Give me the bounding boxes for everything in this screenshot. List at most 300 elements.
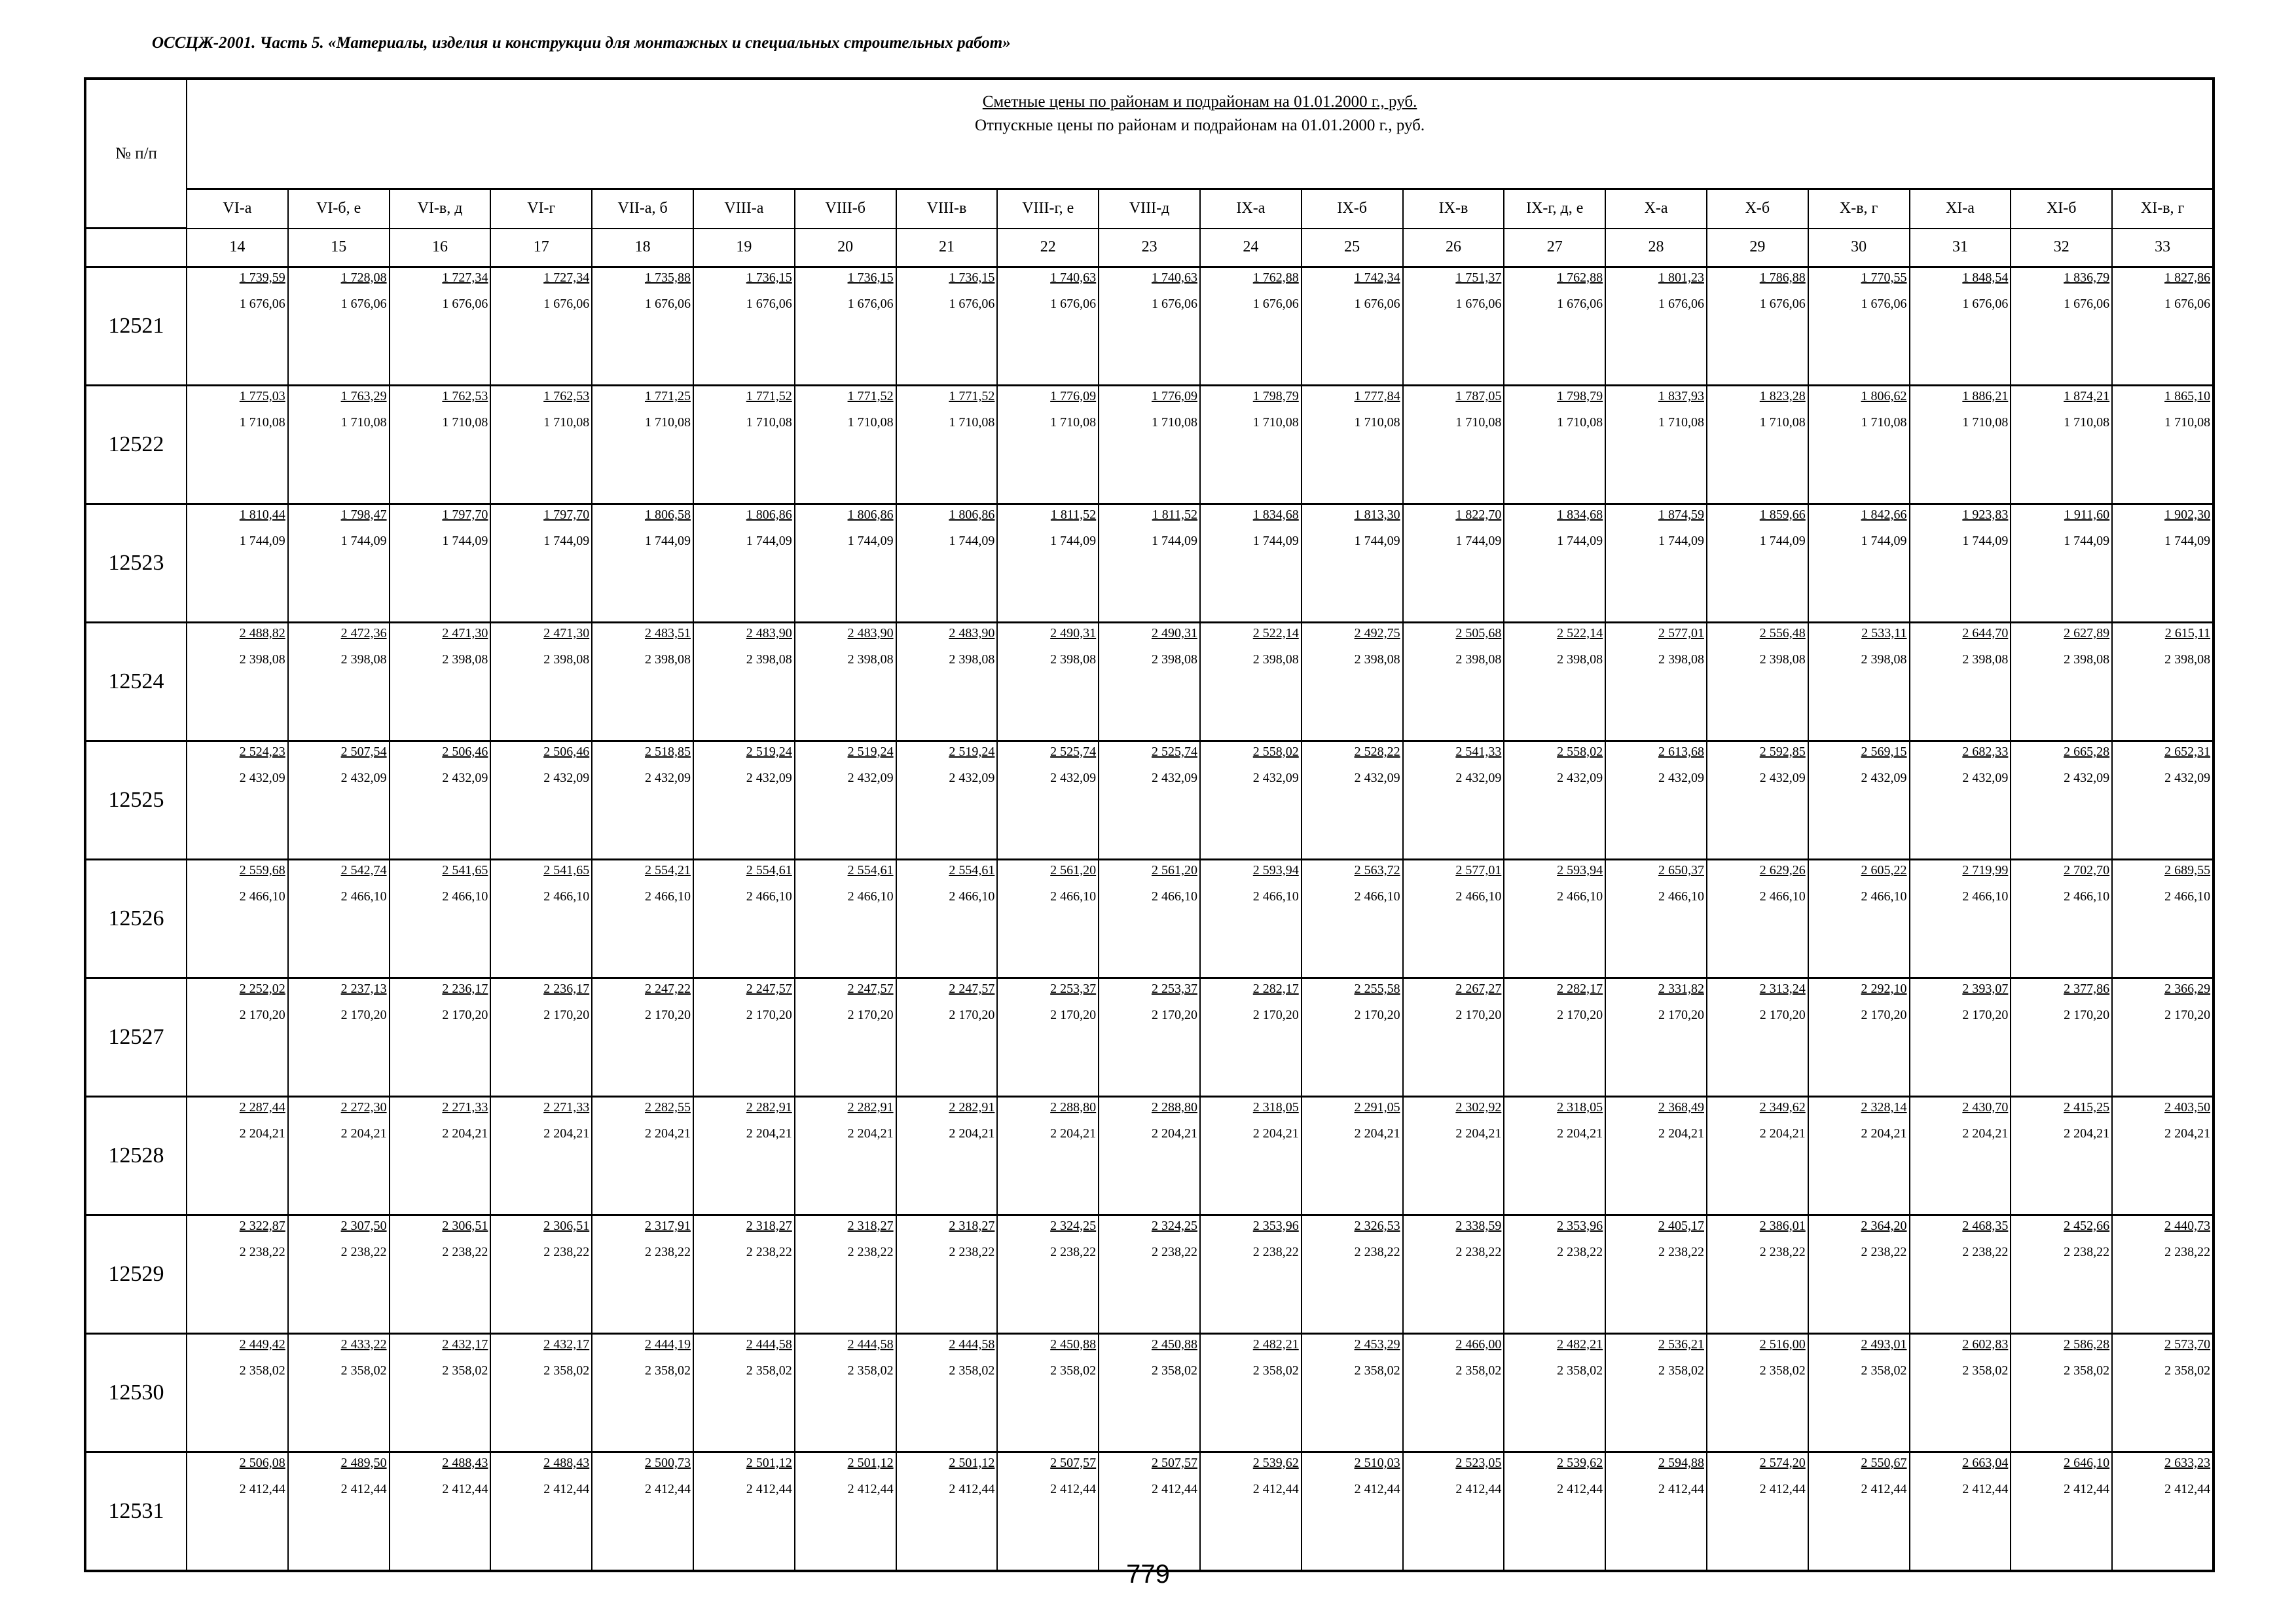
- price-cell: [693, 267, 795, 386]
- release-price: 1 744,09: [442, 534, 488, 548]
- release-price: 2 358,02: [1455, 1363, 1502, 1378]
- price-cell: [1605, 386, 1707, 504]
- price-cell: [1910, 267, 2011, 386]
- release-price: 1 710,08: [1557, 415, 1603, 430]
- price-cell: [795, 1334, 896, 1452]
- estimate-price: 1 806,86: [847, 507, 894, 522]
- release-price: 2 204,21: [1557, 1126, 1603, 1141]
- price-cell: [1707, 1452, 1808, 1571]
- release-price: 2 238,22: [949, 1245, 995, 1259]
- price-cell: [693, 978, 795, 1097]
- price-cell: [1707, 1334, 1808, 1452]
- district-header-row: [85, 189, 2214, 229]
- estimate-price: 1 865,10: [2164, 389, 2211, 403]
- estimate-price: 2 602,83: [1962, 1337, 2009, 1352]
- price-cell: [2011, 623, 2112, 741]
- estimate-price: 2 574,20: [1759, 1456, 1806, 1470]
- release-price: 1 710,08: [543, 415, 590, 430]
- release-price: 2 432,09: [1557, 771, 1603, 785]
- release-price: 2 238,22: [644, 1245, 691, 1259]
- estimate-price: 1 736,15: [847, 270, 894, 285]
- price-cell: [592, 978, 693, 1097]
- price-cell: [1808, 1215, 1910, 1334]
- district-header: VIII-а: [693, 189, 795, 229]
- price-cell: [1504, 1334, 1605, 1452]
- estimate-price: 2 291,05: [1354, 1100, 1400, 1115]
- price-cell: [1403, 1097, 1504, 1215]
- price-cell: [592, 1452, 693, 1571]
- price-cell: [896, 1097, 998, 1215]
- estimate-price: 2 516,00: [1759, 1337, 1806, 1352]
- price-cell: [1808, 1097, 1910, 1215]
- price-cell: [592, 1215, 693, 1334]
- price-cell: [490, 1334, 592, 1452]
- price-cell: [1808, 504, 1910, 623]
- estimate-price: 2 306,51: [442, 1219, 488, 1233]
- price-cell: [1302, 386, 1403, 504]
- release-price: 2 432,09: [1658, 771, 1704, 785]
- district-header: VI-а: [187, 189, 288, 229]
- release-price: 2 238,22: [2164, 1245, 2211, 1259]
- estimate-price: 1 739,59: [239, 270, 285, 285]
- estimate-price: 1 798,47: [340, 507, 387, 522]
- release-price: 2 358,02: [1759, 1363, 1806, 1378]
- release-price: 1 676,06: [1354, 297, 1400, 311]
- release-price: 2 358,02: [2164, 1363, 2211, 1378]
- release-price: 1 744,09: [239, 534, 285, 548]
- district-header: VIII-г, е: [997, 189, 1099, 229]
- price-cell: [2011, 1215, 2112, 1334]
- price-cell: [288, 1334, 390, 1452]
- price-cell: [1302, 1215, 1403, 1334]
- item-code: 12523: [85, 504, 187, 623]
- release-price: 2 358,02: [1151, 1363, 1197, 1378]
- release-price: 1 676,06: [847, 297, 894, 311]
- table-row: [85, 504, 2214, 623]
- release-price: 2 432,09: [949, 771, 995, 785]
- release-price: 2 170,20: [1557, 1008, 1603, 1022]
- release-price: 1 676,06: [1658, 297, 1704, 311]
- price-cell: [997, 1334, 1099, 1452]
- column-number: 24: [1200, 229, 1302, 267]
- price-cell: [2112, 504, 2214, 623]
- price-cell: [1403, 267, 1504, 386]
- release-price: 2 204,21: [1455, 1126, 1502, 1141]
- release-price: 2 466,10: [442, 889, 488, 904]
- estimate-price: 2 403,50: [2164, 1100, 2211, 1115]
- price-cell: [490, 386, 592, 504]
- price-cell: [1504, 267, 1605, 386]
- price-cell: [2011, 504, 2112, 623]
- estimate-price: 2 573,70: [2164, 1337, 2211, 1352]
- price-cell: [1910, 741, 2011, 860]
- release-price: 2 170,20: [543, 1008, 590, 1022]
- price-cell: [1200, 860, 1302, 978]
- release-price: 2 238,22: [1557, 1245, 1603, 1259]
- price-cell: [693, 1097, 795, 1215]
- item-code: 12530: [85, 1334, 187, 1452]
- estimate-price: 2 444,58: [949, 1337, 995, 1352]
- district-header: IX-г, д, е: [1504, 189, 1605, 229]
- release-price: 1 676,06: [239, 297, 285, 311]
- estimate-price: 2 519,24: [847, 745, 894, 759]
- release-price: 2 238,22: [1861, 1245, 1907, 1259]
- district-header: XI-а: [1910, 189, 2011, 229]
- district-header: X-а: [1605, 189, 1707, 229]
- column-number-blank: [85, 229, 187, 267]
- release-price: 2 238,22: [1252, 1245, 1299, 1259]
- release-price: 2 204,21: [1861, 1126, 1907, 1141]
- estimate-price: 2 328,14: [1861, 1100, 1907, 1115]
- estimate-price: 1 823,28: [1759, 389, 1806, 403]
- price-cell: [592, 741, 693, 860]
- estimate-price: 2 483,90: [847, 626, 894, 640]
- release-price: 2 204,21: [1354, 1126, 1400, 1141]
- estimate-price: 2 505,68: [1455, 626, 1502, 640]
- release-price: 2 398,08: [2164, 652, 2211, 667]
- price-title-cell: [187, 79, 2214, 189]
- price-cell: [187, 741, 288, 860]
- release-price: 1 744,09: [1962, 534, 2009, 548]
- release-price: 2 432,09: [442, 771, 488, 785]
- price-cell: [1099, 1452, 1200, 1571]
- price-cell: [2011, 860, 2112, 978]
- release-price: 1 710,08: [1050, 415, 1097, 430]
- price-cell: [1910, 1097, 2011, 1215]
- release-price: 1 710,08: [949, 415, 995, 430]
- price-cell: [288, 267, 390, 386]
- price-cell: [592, 1334, 693, 1452]
- estimate-price: 2 252,02: [239, 982, 285, 996]
- release-price: 2 358,02: [644, 1363, 691, 1378]
- estimate-price: 1 874,59: [1658, 507, 1704, 522]
- release-price: 2 170,20: [2064, 1008, 2110, 1022]
- price-cell: [1200, 1215, 1302, 1334]
- column-number: 25: [1302, 229, 1403, 267]
- estimate-price: 1 771,52: [746, 389, 792, 403]
- estimate-price: 1 762,88: [1252, 270, 1299, 285]
- release-price: 1 710,08: [847, 415, 894, 430]
- price-cell: [187, 860, 288, 978]
- price-cell: [795, 623, 896, 741]
- estimate-price: 2 501,12: [746, 1456, 792, 1470]
- release-price: 1 744,09: [1557, 534, 1603, 548]
- column-number: 29: [1707, 229, 1808, 267]
- release-price: 1 676,06: [543, 297, 590, 311]
- price-cell: [997, 741, 1099, 860]
- estimate-price: 2 577,01: [1455, 863, 1502, 877]
- release-price: 2 412,44: [1252, 1482, 1299, 1496]
- estimate-price: 2 518,85: [644, 745, 691, 759]
- estimate-price: 2 561,20: [1151, 863, 1197, 877]
- estimate-price: 1 813,30: [1354, 507, 1400, 522]
- price-cell: [1605, 623, 1707, 741]
- release-price: 2 412,44: [1354, 1482, 1400, 1496]
- release-price: 2 412,44: [1455, 1482, 1502, 1496]
- release-price: 1 744,09: [847, 534, 894, 548]
- estimate-price: 2 501,12: [847, 1456, 894, 1470]
- price-cell: [490, 504, 592, 623]
- document-header: ОССЦЖ-2001. Часть 5. «Материалы, изделия и конструкции для монтажных и специальных строительных работ»: [152, 34, 1011, 52]
- price-cell: [1302, 1452, 1403, 1571]
- release-price: 2 204,21: [1658, 1126, 1704, 1141]
- district-header: VIII-б: [795, 189, 896, 229]
- price-cell: [1707, 623, 1808, 741]
- release-price: 1 710,08: [1962, 415, 2009, 430]
- price-cell: [1707, 860, 1808, 978]
- price-cell: [795, 267, 896, 386]
- estimate-price: 2 288,80: [1050, 1100, 1097, 1115]
- release-price: 2 398,08: [1557, 652, 1603, 667]
- estimate-price: 2 644,70: [1962, 626, 2009, 640]
- estimate-price: 2 282,17: [1252, 982, 1299, 996]
- price-cell: [693, 1452, 795, 1571]
- estimate-price: 1 736,15: [746, 270, 792, 285]
- estimate-price: 2 490,31: [1151, 626, 1197, 640]
- release-price: 2 170,20: [442, 1008, 488, 1022]
- estimate-price: 2 561,20: [1050, 863, 1097, 877]
- release-price: 2 398,08: [949, 652, 995, 667]
- estimate-price: 2 593,94: [1252, 863, 1299, 877]
- estimate-price: 2 318,05: [1557, 1100, 1603, 1115]
- estimate-price: 2 629,26: [1759, 863, 1806, 877]
- release-price: 1 744,09: [1861, 534, 1907, 548]
- estimate-price: 1 751,37: [1455, 270, 1502, 285]
- price-cell: [390, 623, 491, 741]
- release-price: 2 204,21: [746, 1126, 792, 1141]
- price-cell: [1504, 386, 1605, 504]
- release-price: 2 466,10: [1557, 889, 1603, 904]
- price-cell: [1099, 1097, 1200, 1215]
- release-price: 2 398,08: [340, 652, 387, 667]
- release-price: 2 358,02: [442, 1363, 488, 1378]
- release-price: 2 398,08: [746, 652, 792, 667]
- release-price: 2 412,44: [340, 1482, 387, 1496]
- estimate-price: 1 827,86: [2164, 270, 2211, 285]
- estimate-price: 2 689,55: [2164, 863, 2211, 877]
- estimate-price: 2 282,91: [949, 1100, 995, 1115]
- release-price: 2 238,22: [1455, 1245, 1502, 1259]
- price-table: [84, 77, 2215, 1572]
- district-header: X-в, г: [1808, 189, 1910, 229]
- release-price: 1 710,08: [2164, 415, 2211, 430]
- release-price: 2 398,08: [1759, 652, 1806, 667]
- release-price: 2 412,44: [239, 1482, 285, 1496]
- estimate-price: 2 506,46: [442, 745, 488, 759]
- estimate-price: 2 247,22: [644, 982, 691, 996]
- price-cell: [1707, 504, 1808, 623]
- price-cell: [1808, 978, 1910, 1097]
- estimate-price: 2 510,03: [1354, 1456, 1400, 1470]
- release-price: 2 412,44: [543, 1482, 590, 1496]
- release-price: 2 432,09: [2164, 771, 2211, 785]
- price-cell: [2112, 1452, 2214, 1571]
- release-price: 2 170,20: [746, 1008, 792, 1022]
- rownum-header: № п/п: [85, 79, 187, 229]
- release-price: 2 398,08: [1962, 652, 2009, 667]
- column-number: 26: [1403, 229, 1504, 267]
- release-price: 1 710,08: [340, 415, 387, 430]
- estimate-price: 2 519,24: [746, 745, 792, 759]
- table-row: [85, 1452, 2214, 1571]
- estimate-price: 2 318,27: [746, 1219, 792, 1233]
- estimate-price: 2 558,02: [1557, 745, 1603, 759]
- price-cell: [1099, 860, 1200, 978]
- release-price: 1 744,09: [1455, 534, 1502, 548]
- price-cell: [1403, 978, 1504, 1097]
- estimate-price: 2 318,27: [949, 1219, 995, 1233]
- release-price: 1 710,08: [746, 415, 792, 430]
- release-price: 1 710,08: [1151, 415, 1197, 430]
- price-cell: [1707, 978, 1808, 1097]
- price-cell: [490, 267, 592, 386]
- estimate-price: 2 405,17: [1658, 1219, 1704, 1233]
- price-cell: [1707, 1215, 1808, 1334]
- estimate-price: 2 605,22: [1861, 863, 1907, 877]
- estimate-price: 1 842,66: [1861, 507, 1907, 522]
- estimate-price: 2 506,08: [239, 1456, 285, 1470]
- estimate-price: 1 848,54: [1962, 270, 2009, 285]
- estimate-price: 2 556,48: [1759, 626, 1806, 640]
- estimate-price: 2 282,91: [847, 1100, 894, 1115]
- price-cell: [288, 860, 390, 978]
- release-price: 2 466,10: [1151, 889, 1197, 904]
- release-price: 2 358,02: [949, 1363, 995, 1378]
- release-price: 1 744,09: [1658, 534, 1704, 548]
- release-price: 2 238,22: [746, 1245, 792, 1259]
- release-price: 2 398,08: [239, 652, 285, 667]
- release-price: 2 238,22: [1759, 1245, 1806, 1259]
- price-cell: [1808, 1452, 1910, 1571]
- price-cell: [997, 1215, 1099, 1334]
- estimate-price: 2 236,17: [442, 982, 488, 996]
- estimate-price: 1 811,52: [1050, 507, 1097, 522]
- price-cell: [2011, 1334, 2112, 1452]
- estimate-price: 2 282,55: [644, 1100, 691, 1115]
- release-price: 2 398,08: [1455, 652, 1502, 667]
- price-cell: [187, 267, 288, 386]
- release-price: 1 676,06: [1151, 297, 1197, 311]
- release-price: 2 204,21: [543, 1126, 590, 1141]
- price-cell: [490, 860, 592, 978]
- district-header: IX-а: [1200, 189, 1302, 229]
- price-cell: [1099, 623, 1200, 741]
- release-price: 2 466,10: [2164, 889, 2211, 904]
- release-price: 2 358,02: [2064, 1363, 2110, 1378]
- price-cell: [288, 741, 390, 860]
- release-price: 2 432,09: [1151, 771, 1197, 785]
- price-cell: [390, 1452, 491, 1571]
- column-number: 27: [1504, 229, 1605, 267]
- estimate-price: 2 525,74: [1151, 745, 1197, 759]
- release-price: 2 170,20: [2164, 1008, 2211, 1022]
- estimate-price: 2 522,14: [1557, 626, 1603, 640]
- column-number: 16: [390, 229, 491, 267]
- price-cell: [693, 1334, 795, 1452]
- release-price: 2 398,08: [2064, 652, 2110, 667]
- price-cell: [896, 1215, 998, 1334]
- price-cell: [1910, 386, 2011, 504]
- estimate-price: 1 771,25: [644, 389, 691, 403]
- estimate-price: 2 490,31: [1050, 626, 1097, 640]
- release-price: 1 676,06: [2064, 297, 2110, 311]
- estimate-price: 1 806,62: [1861, 389, 1907, 403]
- release-price: 1 710,08: [1658, 415, 1704, 430]
- release-price: 2 432,09: [746, 771, 792, 785]
- district-header: VI-в, д: [390, 189, 491, 229]
- price-cell: [896, 978, 998, 1097]
- release-price: 1 744,09: [746, 534, 792, 548]
- table-row: [85, 978, 2214, 1097]
- estimate-price: 2 506,46: [543, 745, 590, 759]
- price-cell: [187, 978, 288, 1097]
- price-cell: [1200, 1334, 1302, 1452]
- price-cell: [1099, 741, 1200, 860]
- release-price: 1 710,08: [1759, 415, 1806, 430]
- estimate-price-title: Сметные цены по районам и подрайонам на 01.01.2000 г., руб.: [982, 93, 1417, 111]
- price-cell: [1200, 504, 1302, 623]
- estimate-price: 1 834,68: [1557, 507, 1603, 522]
- price-cell: [390, 741, 491, 860]
- release-price: 2 398,08: [1861, 652, 1907, 667]
- column-number: 17: [490, 229, 592, 267]
- estimate-price: 2 432,17: [442, 1337, 488, 1352]
- estimate-price: 2 318,05: [1252, 1100, 1299, 1115]
- estimate-price: 2 236,17: [543, 982, 590, 996]
- estimate-price: 1 806,86: [746, 507, 792, 522]
- release-price: 2 412,44: [1658, 1482, 1704, 1496]
- item-code: 12521: [85, 267, 187, 386]
- estimate-price: 2 594,88: [1658, 1456, 1704, 1470]
- release-price: 2 412,44: [2064, 1482, 2110, 1496]
- price-table-body: [85, 79, 2214, 1571]
- release-price: 2 358,02: [340, 1363, 387, 1378]
- estimate-price: 2 554,61: [847, 863, 894, 877]
- price-cell: [187, 1452, 288, 1571]
- price-cell: [1808, 386, 1910, 504]
- price-cell: [997, 978, 1099, 1097]
- estimate-price: 2 519,24: [949, 745, 995, 759]
- estimate-price: 1 777,84: [1354, 389, 1400, 403]
- release-price: 2 398,08: [1252, 652, 1299, 667]
- price-cell: [1403, 504, 1504, 623]
- estimate-price: 2 593,94: [1557, 863, 1603, 877]
- estimate-price: 2 719,99: [1962, 863, 2009, 877]
- price-cell: [2011, 741, 2112, 860]
- price-cell: [1910, 860, 2011, 978]
- price-cell: [390, 860, 491, 978]
- price-cell: [1302, 1097, 1403, 1215]
- estimate-price: 1 770,55: [1861, 270, 1907, 285]
- estimate-price: 2 665,28: [2064, 745, 2110, 759]
- price-cell: [2112, 978, 2214, 1097]
- estimate-price: 2 577,01: [1658, 626, 1704, 640]
- estimate-price: 2 554,61: [949, 863, 995, 877]
- price-cell: [693, 623, 795, 741]
- estimate-price: 2 453,29: [1354, 1337, 1400, 1352]
- price-cell: [390, 1334, 491, 1452]
- estimate-price: 2 324,25: [1151, 1219, 1197, 1233]
- estimate-price: 2 483,51: [644, 626, 691, 640]
- estimate-price: 2 493,01: [1861, 1337, 1907, 1352]
- release-price: 2 398,08: [644, 652, 691, 667]
- release-price: 1 710,08: [644, 415, 691, 430]
- release-price: 2 398,08: [1050, 652, 1097, 667]
- release-price: 2 412,44: [644, 1482, 691, 1496]
- release-price: 2 432,09: [2064, 771, 2110, 785]
- price-cell: [1605, 1334, 1707, 1452]
- release-price: 2 358,02: [1658, 1363, 1704, 1378]
